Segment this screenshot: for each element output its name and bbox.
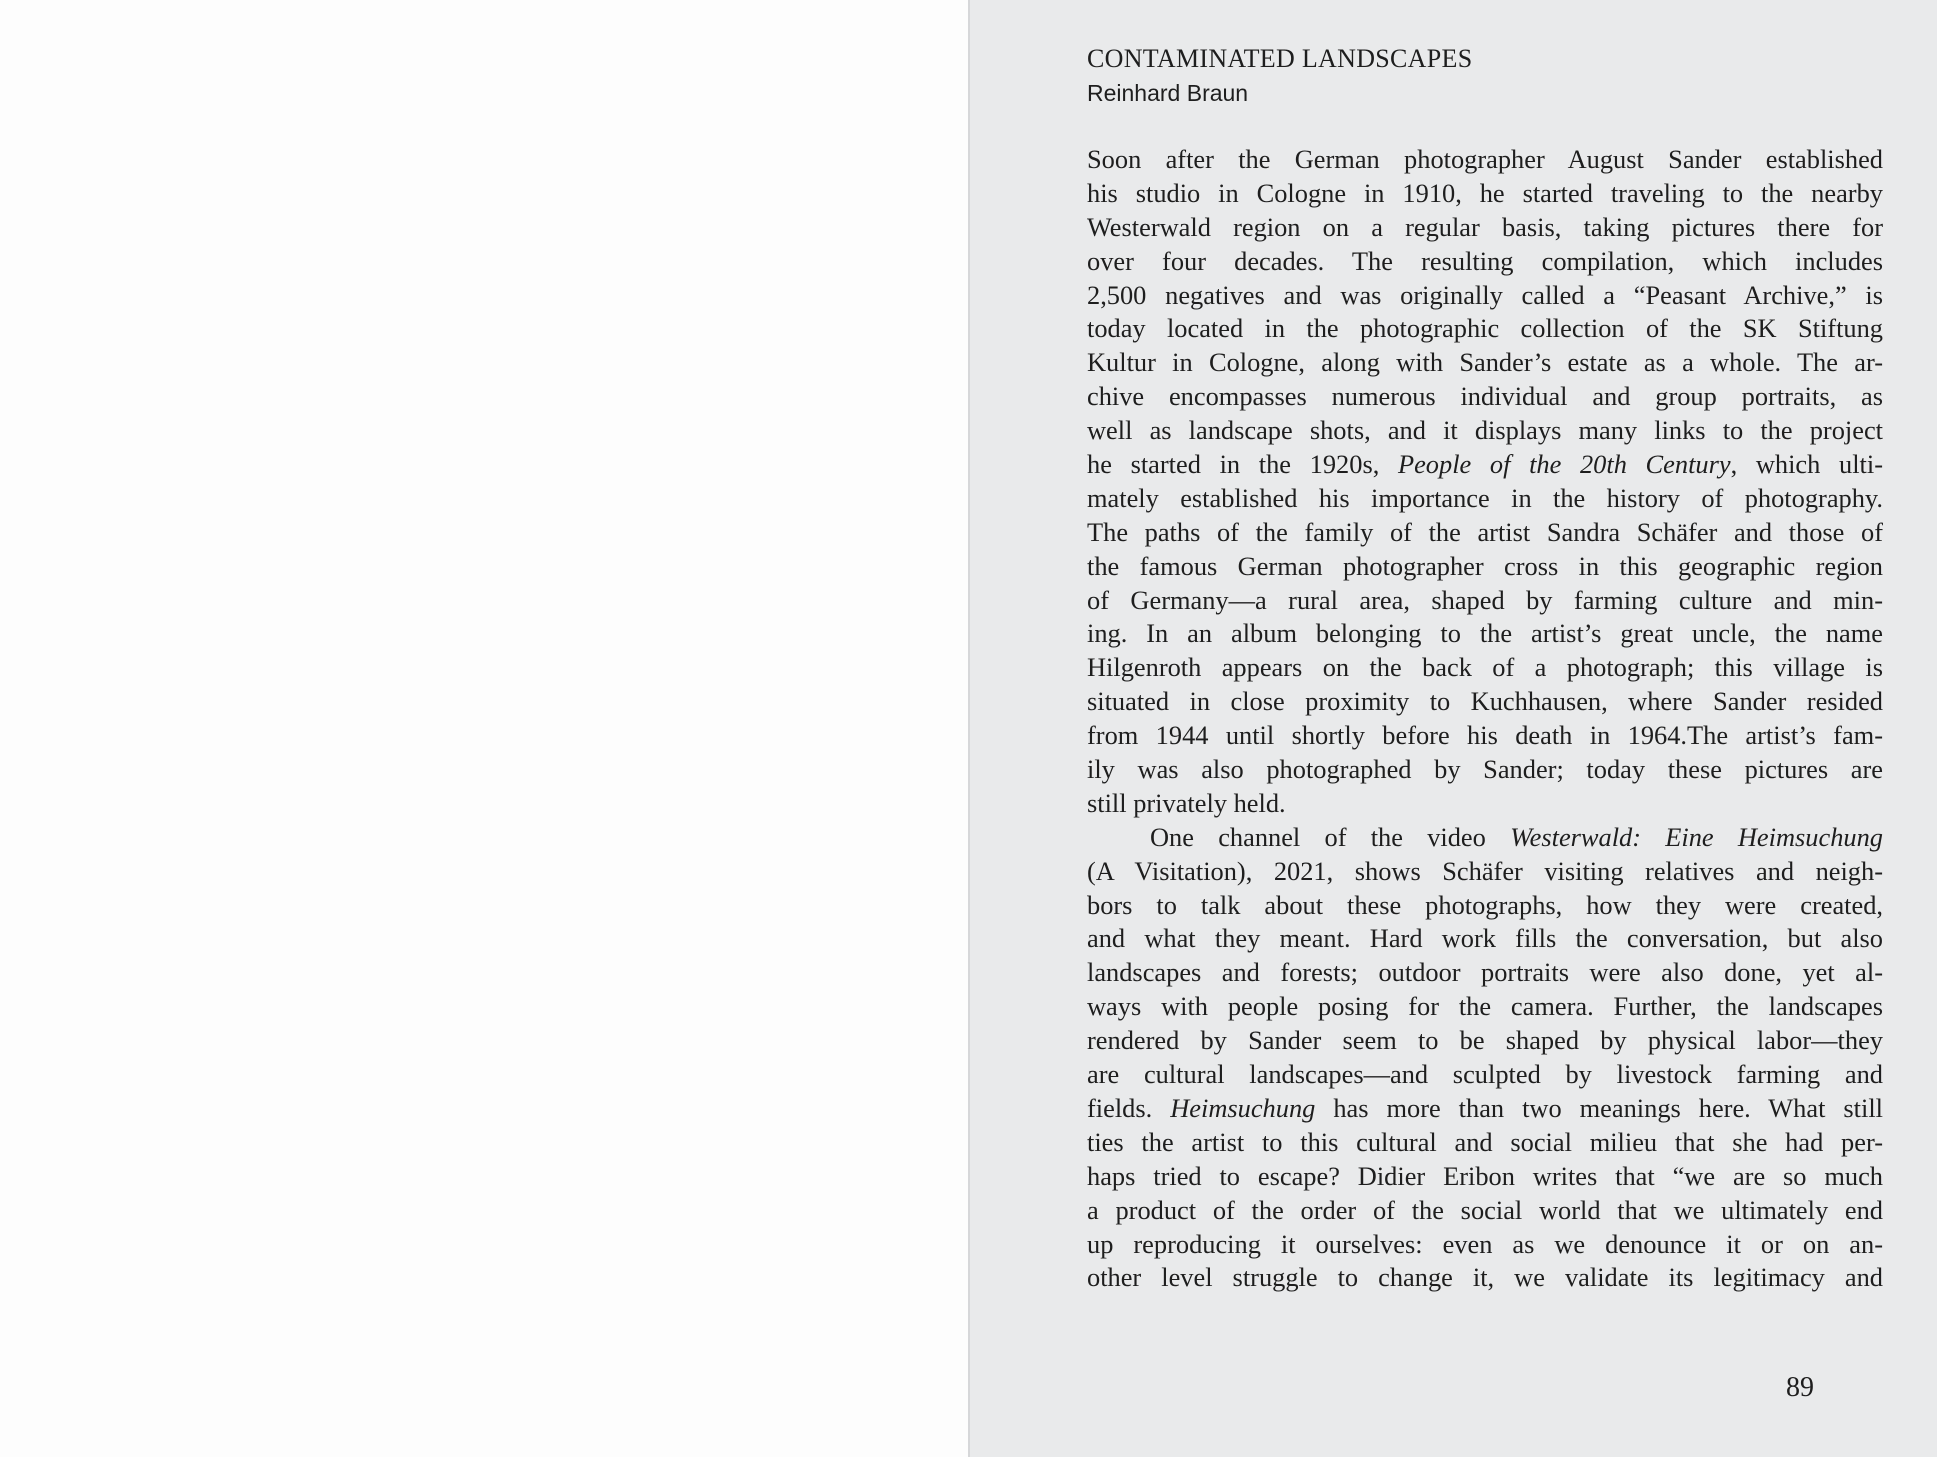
text-line: landscapes and forests; outdoor portraits were also done, yet al- xyxy=(1087,957,1883,988)
text-line: bors to talk about these photographs, how they were created, xyxy=(1087,889,1883,920)
italic-title: People of the 20th Century xyxy=(1397,449,1731,480)
text-line: ways with people posing for the camera. Further, the landscapes xyxy=(1087,991,1883,1022)
text-line: fields. Heimsuchung has more than two meanings here. What still xyxy=(1087,1092,1883,1123)
body-text xyxy=(1087,143,1883,1295)
text-line: ily was also photographed by Sander; today these pictures are xyxy=(1087,754,1883,785)
text-line: today located in the photographic collection of the SK Stiftung xyxy=(1087,313,1883,344)
text-line: and what they meant. Hard work fills the conversation, but also xyxy=(1087,923,1883,954)
text-line: mately established his importance in the history of photography. xyxy=(1087,482,1883,513)
text-line: up reproducing it ourselves: even as we denounce it or on an- xyxy=(1087,1228,1883,1259)
text-line: 2,500 negatives and was originally called a “Peasant Archive,” is xyxy=(1087,279,1883,310)
text-line: of Germany—a rural area, shaped by farming culture and min- xyxy=(1087,584,1883,615)
text-line: situated in close proximity to Kuchhausen, where Sander resided xyxy=(1087,686,1883,717)
text-line: other level struggle to change it, we validate its legitimacy and xyxy=(1087,1262,1883,1293)
text-line: well as landscape shots, and it displays many links to the project xyxy=(1087,415,1883,446)
text-line: the famous German photographer cross in this geographic region xyxy=(1087,550,1883,581)
text-line: over four decades. The resulting compilation, which includes xyxy=(1087,245,1883,276)
text-line: Kultur in Cologne, along with Sander’s estate as a whole. The ar- xyxy=(1087,347,1883,378)
page-number: 89 xyxy=(1786,1372,1814,1403)
left-page-blank xyxy=(0,0,968,1457)
text-line: The paths of the family of the artist Sandra Schäfer and those of xyxy=(1087,516,1883,547)
text-line: chive encompasses numerous individual and group portraits, as xyxy=(1087,381,1883,412)
author-name: Reinhard Braun xyxy=(1087,80,1249,106)
text-line: Westerwald region on a regular basis, taking pictures there for xyxy=(1087,211,1883,242)
text-line: (A Visitation), 2021, shows Schäfer visiting relatives and neigh- xyxy=(1087,855,1883,886)
text-line: ing. In an album belonging to the artist’s great uncle, the name xyxy=(1087,618,1883,649)
italic-title: Westerwald: Eine Heimsuchung xyxy=(1510,821,1883,852)
text-line: rendered by Sander seem to be shaped by physical labor—they xyxy=(1087,1025,1883,1056)
text-line: still privately held. xyxy=(1087,787,1286,818)
text-line: haps tried to escape? Didier Eribon writes that “we are so much xyxy=(1087,1160,1883,1191)
text-line: ties the artist to this cultural and social milieu that she had per- xyxy=(1087,1126,1883,1157)
text-line: Soon after the German photographer August Sander established xyxy=(1087,144,1883,174)
text-line: Hilgenroth appears on the back of a photograph; this village is xyxy=(1087,652,1883,683)
text-line: One channel of the video Westerwald: Eine Heimsuchung xyxy=(1150,821,1883,852)
chapter-title: CONTAMINATED LANDSCAPES xyxy=(1087,44,1473,73)
text-line: he started in the 1920s, People of the 20th Century, which ulti- xyxy=(1087,449,1883,480)
text-line: a product of the order of the social world that we ultimately end xyxy=(1087,1194,1883,1225)
italic-title: Heimsuchung xyxy=(1170,1092,1316,1123)
text-line: his studio in Cologne in 1910, he started traveling to the nearby xyxy=(1087,177,1883,208)
text-line: from 1944 until shortly before his death in 1964.The artist’s fam- xyxy=(1087,720,1883,751)
text-line: are cultural landscapes—and sculpted by livestock farming and xyxy=(1087,1059,1883,1090)
